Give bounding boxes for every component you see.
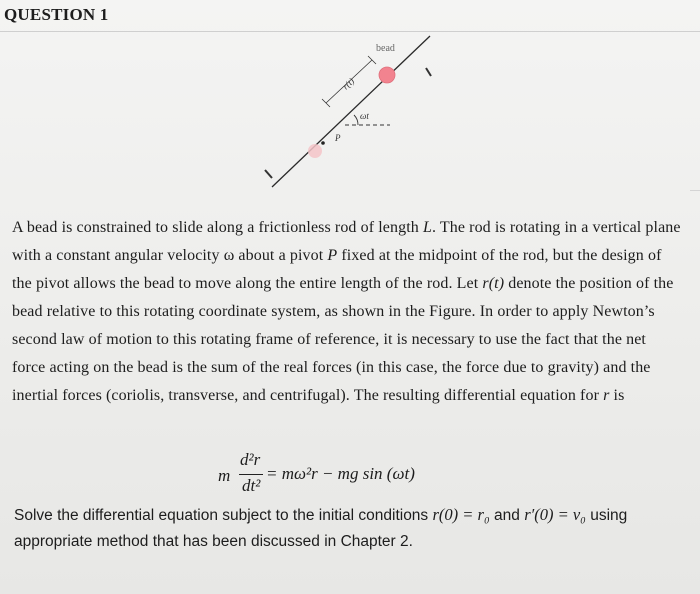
initial-condition-2: r′(0) = v₀ <box>524 505 586 524</box>
rotation-arrow-bottom <box>265 170 272 178</box>
problem-text: fixed at the midpoint of the rod, but the design of the pivot allows the bead to move along the entire length of the rod. Let <box>12 247 662 292</box>
rod <box>272 36 430 187</box>
problem-text: A bead is constrained to slide along a frictionless rod of length <box>12 219 423 236</box>
initial-condition-1: r(0) = r₀ <box>432 505 490 524</box>
r-label: r(t) <box>340 75 357 92</box>
r-symbol: r <box>603 387 610 404</box>
equation-mass: m <box>218 466 231 485</box>
rotation-arrow-top <box>426 68 431 76</box>
angle-arc <box>354 115 358 125</box>
problem-text: denote the position of the bead relative to this rotating coordinate system, as shown in the Figure. In order to apply Newton’s second law of motion to this rotating frame of reference, it is necessary to use the fact that the net force acting on the bead is the sum of the real forces (in this case, the force due to gravity) and the inertial forces (coriolis, transverse, and centrifugal). The resulting differential equation for <box>12 275 674 404</box>
pivot-point <box>321 141 325 145</box>
differential-equation <box>218 450 518 502</box>
instruction-text <box>14 502 684 555</box>
position-symbol: r(t) <box>482 275 505 292</box>
problem-statement <box>12 214 682 410</box>
instruction-part: using appropriate method that has been discussed in Chapter 2. <box>14 507 628 550</box>
pivot-symbol: P <box>327 247 338 264</box>
problem-text: is <box>609 387 625 404</box>
figure-divider <box>690 190 700 191</box>
length-symbol: L <box>422 219 432 236</box>
instruction-part: and <box>489 507 525 524</box>
omega-symbol: ω <box>223 247 235 264</box>
bead-label: bead <box>376 43 395 54</box>
problem-text: about a pivot <box>234 247 328 264</box>
problem-text: . The rod is rotating in a vertical plane with a constant angular velocity <box>12 219 681 264</box>
rod-bead-figure <box>240 30 460 200</box>
fraction-bar <box>239 474 263 475</box>
angle-label: ωt <box>360 111 369 121</box>
bead-faded <box>308 144 322 158</box>
equation-denominator: dt² <box>242 476 261 495</box>
equation-rhs: = mω²r − mg sin (ωt) <box>266 464 415 483</box>
equation-numerator: d²r <box>240 450 261 469</box>
bead <box>379 67 395 83</box>
pivot-label: P <box>335 133 341 143</box>
instruction-part: Solve the differential equation subject to the initial conditions <box>14 507 433 524</box>
question-title: QUESTION 1 <box>4 5 109 24</box>
